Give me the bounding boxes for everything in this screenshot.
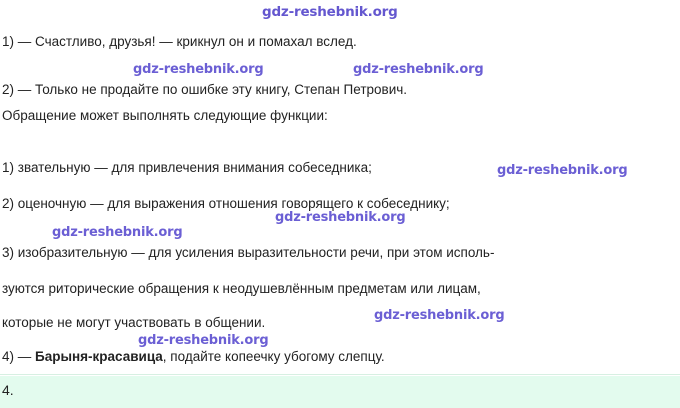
answer-highlight-band [0,376,680,408]
watermark-6: gdz-reshebnik.org [52,225,183,240]
watermark-3: gdz-reshebnik.org [353,62,484,77]
text-line-2: 2) — Только не продайте по ошибке эту книгу, Степан Петрович. [2,82,408,97]
item4-prefix: 4) — [2,349,36,364]
watermark-1: gdz-reshebnik.org [262,4,398,20]
watermark-5: gdz-reshebnik.org [275,210,406,225]
text-line-3: Обращение может выполнять следующие функции: [2,108,328,123]
text-line-1: 1) — Счастливо, друзья! — крикнул он и помахал вслед. [2,34,357,49]
item4-suffix: , подайте копеечку убогому слепцу. [162,349,385,364]
text-line-9 [2,349,385,365]
watermark-8: gdz-reshebnik.org [138,333,269,348]
text-line-4: 1) звательную — для привлечения внимания собеседника; [2,160,372,175]
text-line-5: 2) оценочную — для выражения отношения говорящего к собеседнику; [2,196,450,211]
text-line-6: 3) изобразительную — для усиления выразительности речи, при этом исполь- [2,245,495,260]
watermark-4: gdz-reshebnik.org [497,163,628,178]
item4-bold-term: Барыня-красавица [35,349,163,364]
section-divider [0,374,680,375]
watermark-2: gdz-reshebnik.org [133,62,264,77]
text-line-7: зуются риторические обращения к неодушевлённым предметам или лицам, [2,281,481,296]
watermark-7: gdz-reshebnik.org [374,308,505,323]
text-line-8: которые не могут участвовать в общении. [2,315,266,330]
answer-number-label: 4. [2,382,14,398]
